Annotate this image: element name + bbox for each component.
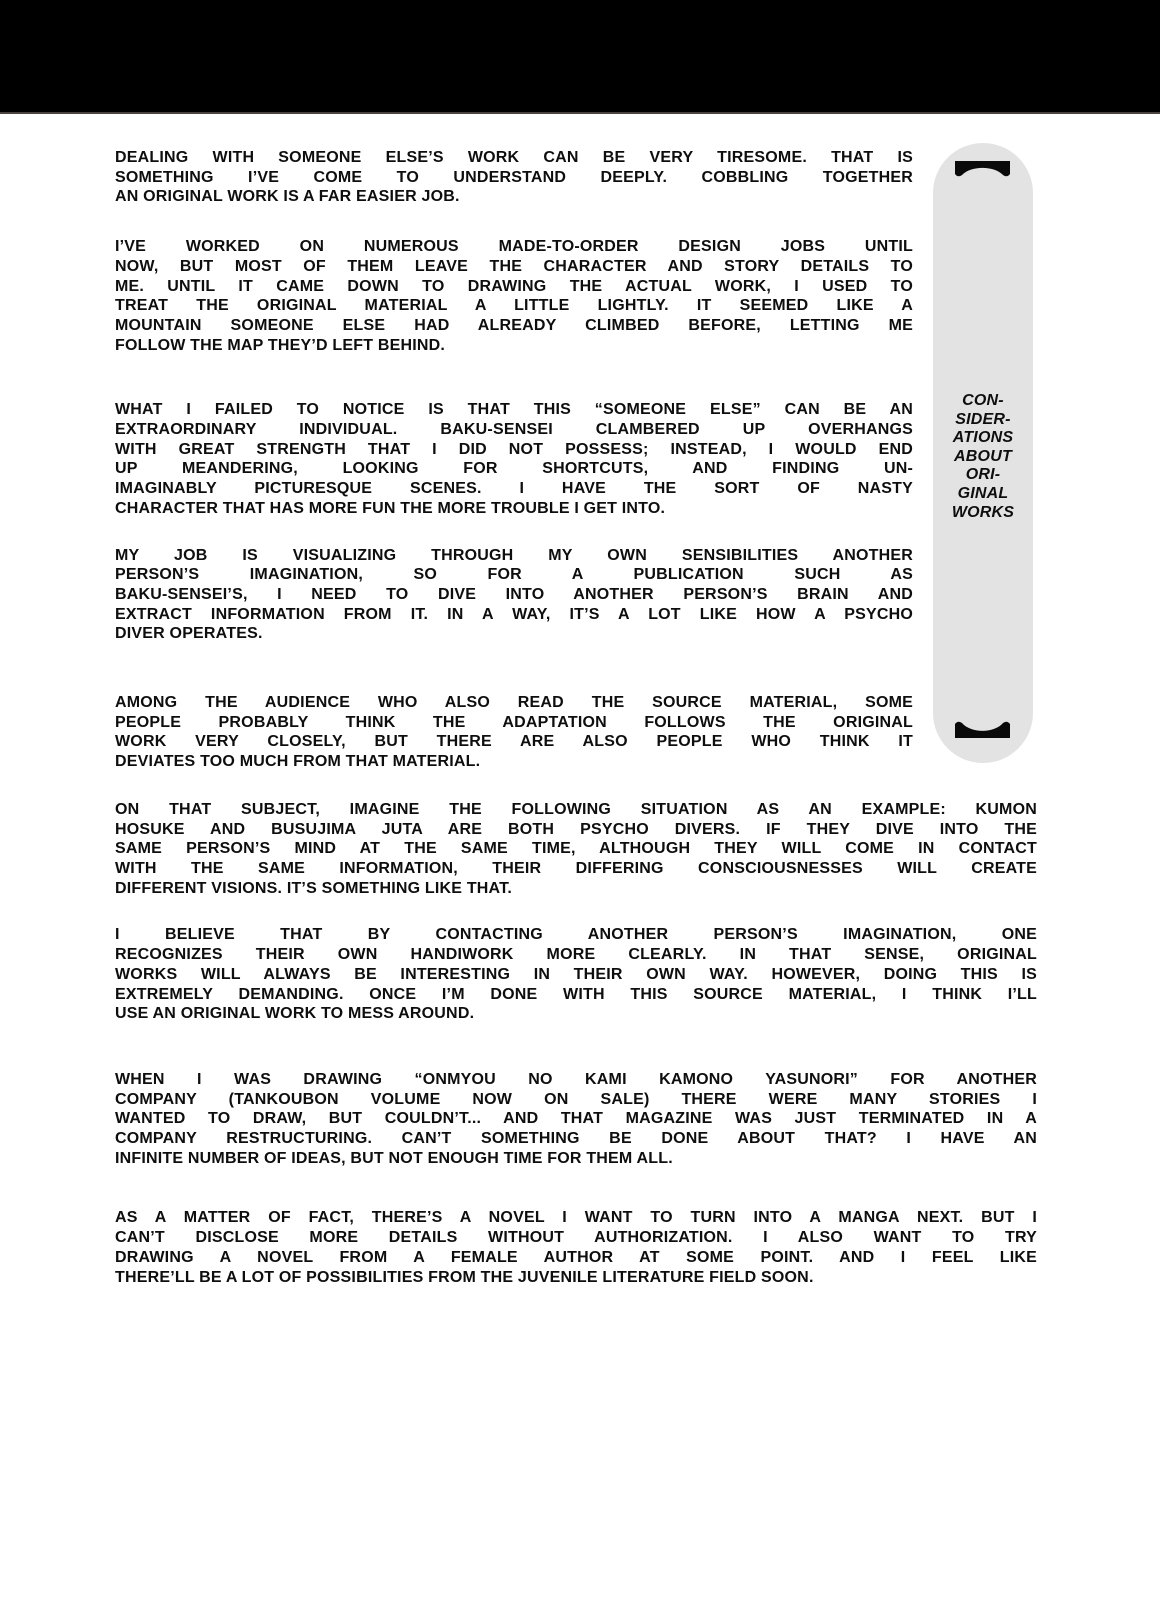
top-black-band bbox=[0, 0, 1160, 114]
pill-label-line: GINAL bbox=[957, 484, 1009, 502]
paragraph bbox=[115, 400, 913, 518]
text-line: NOW, BUT MOST OF THEM LEAVE THE CHARACTER AND STORY DETAILS TO bbox=[115, 257, 913, 275]
text-line: ME. UNTIL IT CAME DOWN TO DRAWING THE ACTUAL WORK, I USED TO bbox=[115, 277, 913, 295]
text-line: CAN’T DISCLOSE MORE DETAILS WITHOUT AUTHORIZATION. I ALSO WANT TO TRY bbox=[115, 1229, 1037, 1247]
text-line: IMAGINABLY PICTURESQUE SCENES. I HAVE THE SORT OF NASTY bbox=[115, 480, 913, 498]
text-line: DRAWING A NOVEL FROM A FEMALE AUTHOR AT SOME POINT. AND I FEEL LIKE bbox=[115, 1248, 1037, 1266]
paragraphs bbox=[115, 148, 1037, 1287]
paragraph bbox=[115, 546, 913, 645]
text-line: COMPANY RESTRUCTURING. CAN’T SOMETHING BE DONE ABOUT THAT? I HAVE AN bbox=[115, 1130, 1037, 1148]
text-line: AN ORIGINAL WORK IS A FAR EASIER JOB. bbox=[115, 188, 460, 206]
text-line: AMONG THE AUDIENCE WHO ALSO READ THE SOURCE MATERIAL, SOME bbox=[115, 694, 913, 712]
text-line: DEVIATES TOO MUCH FROM THAT MATERIAL. bbox=[115, 753, 481, 771]
text-line: WHEN I WAS DRAWING “ONMYOU NO KAMI KAMONO YASUNORI” FOR ANOTHER bbox=[115, 1070, 1037, 1088]
text-line: COMPANY (TANKOUBON VOLUME NOW ON SALE) THERE WERE MANY STORIES I bbox=[115, 1090, 1037, 1108]
paragraph bbox=[115, 1208, 1037, 1287]
pill-label-line: WORKS bbox=[951, 503, 1015, 521]
text-line: TREAT THE ORIGINAL MATERIAL A LITTLE LIGHTLY. IT SEEMED LIKE A bbox=[115, 297, 913, 315]
text-line: BAKU-SENSEI’S, I NEED TO DIVE INTO ANOTHER PERSON’S BRAIN AND bbox=[115, 585, 913, 603]
text-line: UP MEANDERING, LOOKING FOR SHORTCUTS, AND FINDING UN- bbox=[115, 460, 913, 478]
text-line: MY JOB IS VISUALIZING THROUGH MY OWN SENSIBILITIES ANOTHER bbox=[115, 546, 913, 564]
paragraph bbox=[115, 800, 1037, 899]
text-line: THERE’LL BE A LOT OF POSSIBILITIES FROM THE JUVENILE LITERATURE FIELD SOON. bbox=[115, 1268, 814, 1286]
text-line: DEALING WITH SOMEONE ELSE’S WORK CAN BE VERY TIRESOME. THAT IS bbox=[115, 149, 913, 166]
pill-label-line: ORI- bbox=[965, 466, 1001, 484]
paragraph bbox=[115, 237, 913, 355]
text-line: DIFFERENT VISIONS. IT’S SOMETHING LIKE THAT. bbox=[115, 879, 512, 897]
text-line: INFINITE NUMBER OF IDEAS, BUT NOT ENOUGH TIME FOR THEM ALL. bbox=[115, 1149, 673, 1167]
text-line: MOUNTAIN SOMEONE ELSE HAD ALREADY CLIMBED BEFORE, LETTING ME bbox=[115, 316, 913, 334]
paragraph bbox=[115, 693, 913, 772]
pill-label-line: ABOUT bbox=[954, 447, 1012, 465]
text-line: WANTED TO DRAW, BUT COULDN’T... AND THAT MAGAZINE WAS JUST TERMINATED IN A bbox=[115, 1110, 1037, 1128]
text-line: CHARACTER THAT HAS MORE FUN THE MORE TROUBLE I GET INTO. bbox=[115, 499, 666, 517]
text-line: WORK VERY CLOSELY, BUT THERE ARE ALSO PEOPLE WHO THINK IT bbox=[115, 733, 913, 751]
text-line: PEOPLE PROBABLY THINK THE ADAPTATION FOLLOWS THE ORIGINAL bbox=[115, 713, 913, 731]
text-line: USE AN ORIGINAL WORK TO MESS AROUND. bbox=[115, 1005, 475, 1023]
text-line: PERSON’S IMAGINATION, SO FOR A PUBLICATION SUCH AS bbox=[115, 566, 913, 584]
paragraph bbox=[115, 1070, 1037, 1169]
text-line: WORKS WILL ALWAYS BE INTERESTING IN THEIR OWN WAY. HOWEVER, DOING THIS IS bbox=[115, 965, 1037, 983]
text-line: EXTRACT INFORMATION FROM IT. IN A WAY, IT’S A LOT LIKE HOW A PSYCHO bbox=[115, 605, 913, 623]
text-line: WITH GREAT STRENGTH THAT I DID NOT POSSESS; INSTEAD, I WOULD END bbox=[115, 440, 913, 458]
pill-label-line: CON- bbox=[962, 392, 1004, 409]
text-line: RECOGNIZES THEIR OWN HANDIWORK MORE CLEARLY. IN THAT SENSE, ORIGINAL bbox=[115, 946, 1037, 964]
text-line: FOLLOW THE MAP THEY’D LEFT BEHIND. bbox=[115, 336, 446, 354]
text-line: EXTREMELY DEMANDING. ONCE I’M DONE WITH THIS SOURCE MATERIAL, I THINK I’LL bbox=[115, 985, 1037, 1003]
text-line: ON THAT SUBJECT, IMAGINE THE FOLLOWING SITUATION AS AN EXAMPLE: KUMON bbox=[115, 800, 1037, 818]
text-line: I’VE WORKED ON NUMEROUS MADE-TO-ORDER DESIGN JOBS UNTIL bbox=[115, 238, 913, 256]
bracket-top-icon bbox=[954, 161, 1011, 178]
text-line: EXTRAORDINARY INDIVIDUAL. BAKU-SENSEI CLAMBERED UP OVERHANGS bbox=[115, 421, 913, 439]
text-line: AS A MATTER OF FACT, THERE’S A NOVEL I WANT TO TURN INTO A MANGA NEXT. BUT I bbox=[115, 1209, 1037, 1227]
text-line: SAME PERSON’S MIND AT THE SAME TIME, ALTHOUGH THEY WILL COME IN CONTACT bbox=[115, 840, 1037, 858]
paragraph bbox=[115, 925, 1037, 1024]
bracket-bottom-icon bbox=[954, 718, 1011, 738]
paragraph bbox=[115, 148, 913, 207]
text-line: SOMETHING I’VE COME TO UNDERSTAND DEEPLY. COBBLING TOGETHER bbox=[115, 168, 913, 186]
text-line: DIVER OPERATES. bbox=[115, 625, 263, 643]
pill-label bbox=[933, 392, 1033, 522]
text-line: WITH THE SAME INFORMATION, THEIR DIFFERING CONSCIOUSNESSES WILL CREATE bbox=[115, 859, 1037, 877]
pill-label-line: ATIONS bbox=[952, 429, 1014, 447]
text-line: WHAT I FAILED TO NOTICE IS THAT THIS “SOMEONE ELSE” CAN BE AN bbox=[115, 401, 913, 419]
considerations-pill bbox=[933, 143, 1033, 763]
text-line: I BELIEVE THAT BY CONTACTING ANOTHER PERSON’S IMAGINATION, ONE bbox=[115, 926, 1037, 944]
pill-label-line: SIDER- bbox=[955, 410, 1011, 428]
text-line: HOSUKE AND BUSUJIMA JUTA ARE BOTH PSYCHO DIVERS. IF THEY DIVE INTO THE bbox=[115, 820, 1037, 838]
